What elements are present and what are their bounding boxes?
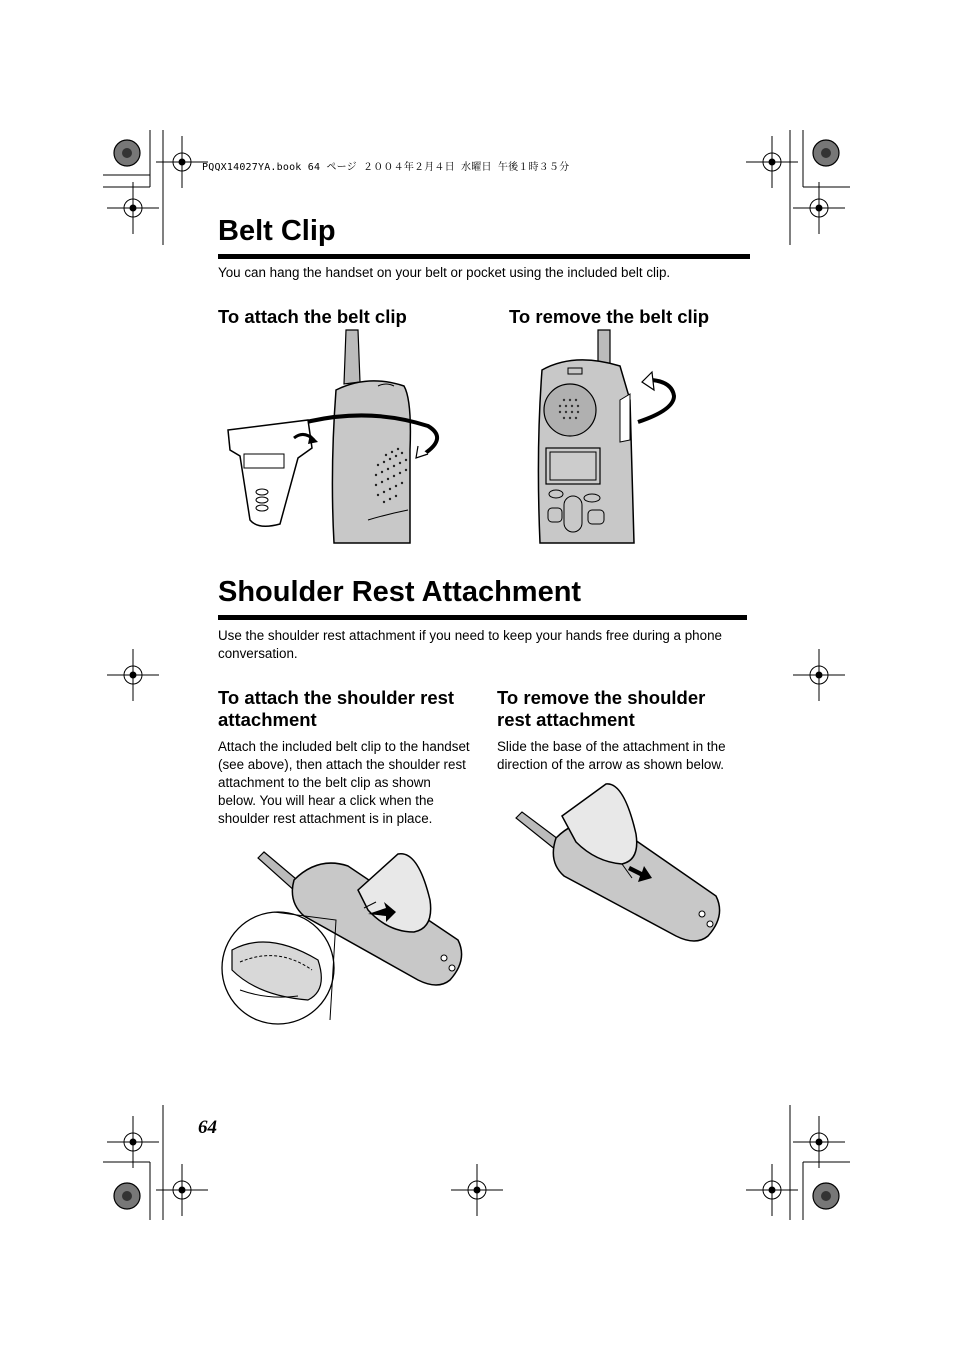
shoulder-rest-intro: Use the shoulder rest attachment if you need to keep your hands free during a phone conversation. (218, 628, 722, 661)
remove-shoulder-rest-illustration (510, 780, 740, 960)
attach-shoulder-rest-heading: To attach the shoulder rest attachment (218, 687, 455, 730)
remove-belt-clip-illustration (534, 330, 734, 545)
print-header: PQQX14027YA.book 64 ページ ２００４年２月４日 水曜日 午後１時３５分 (202, 162, 570, 173)
attach-belt-clip-illustration (218, 330, 448, 545)
attach-shoulder-rest-illustration (218, 850, 468, 1030)
belt-clip-intro: You can hang the handset on your belt or pocket using the included belt clip. (218, 265, 671, 280)
attach-belt-clip-heading: To attach the belt clip (218, 306, 407, 327)
section-rule (218, 254, 750, 259)
attach-shoulder-rest-text: Attach the included belt clip to the handset (see above), then attach the shoulder rest attachment to the belt clip as shown below. You will hear a click when the shoulder rest attachment is in place. (218, 739, 470, 826)
remove-shoulder-rest-heading: To remove the shoulder rest attachment (497, 687, 706, 730)
belt-clip-title: Belt Clip (218, 215, 336, 247)
page-number: 64 (198, 1117, 217, 1138)
remove-shoulder-rest-text: Slide the base of the attachment in the direction of the arrow as shown below. (497, 739, 726, 772)
section-rule (218, 615, 747, 620)
remove-belt-clip-heading: To remove the belt clip (509, 306, 710, 327)
shoulder-rest-title: Shoulder Rest Attachment (218, 576, 582, 608)
